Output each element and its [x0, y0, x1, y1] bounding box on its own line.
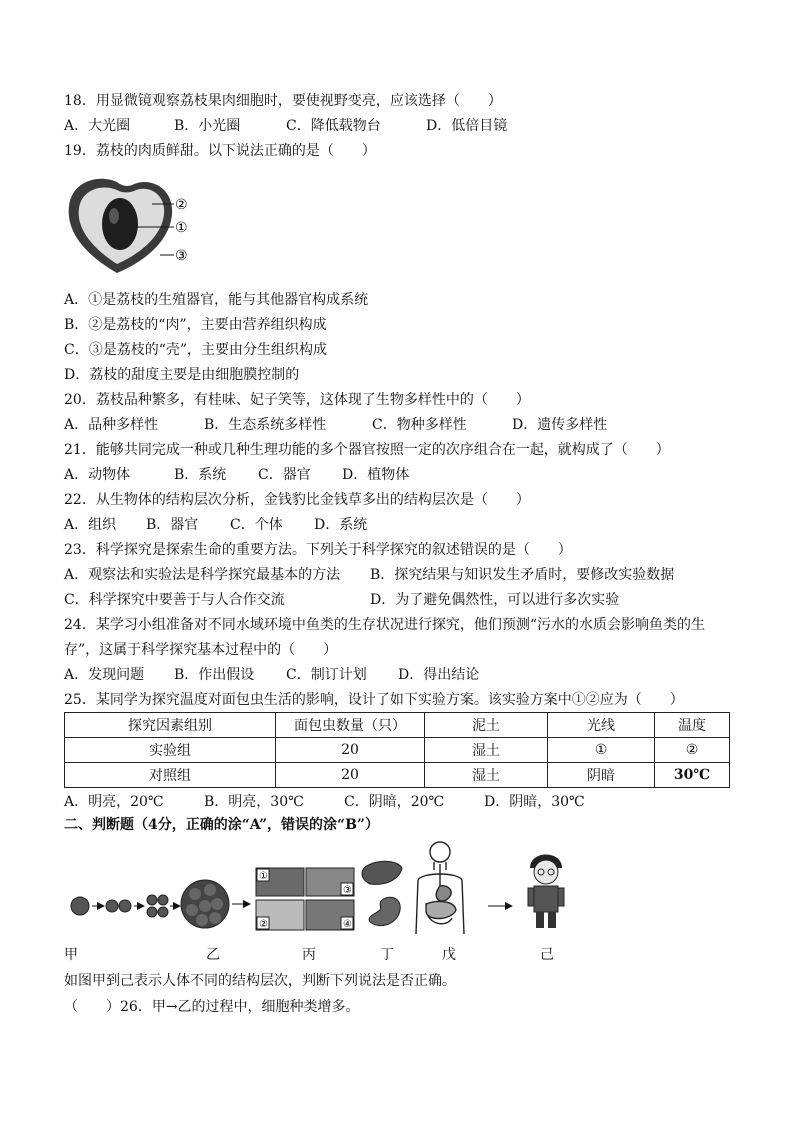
- q26-stem: （ ）26．甲→乙的过程中，细胞种类增多。: [64, 999, 360, 1015]
- table-header-cell: 温度: [655, 713, 730, 738]
- q19-option-a: A．①是荔枝的生殖器官，能与其他器官构成系统: [64, 292, 369, 308]
- table-header-row: [65, 713, 730, 738]
- label-ji: 己: [540, 947, 554, 963]
- table-cell: 30℃: [655, 763, 730, 788]
- table-cell: 湿土: [425, 763, 548, 788]
- q22-option-c: C．个体: [230, 517, 283, 533]
- q18-option-d: D．低倍目镜: [426, 118, 508, 134]
- q18-stem: 18．用显微镜观察荔枝果肉细胞时，要使视野变亮，应该选择（ ）: [64, 93, 502, 109]
- panel-mark-4: ④: [343, 919, 352, 930]
- q22-stem: 22．从生物体的结构层次分析，金钱豹比金钱草多出的结构层次是（ ）: [64, 492, 530, 508]
- digestive-system-icon: [416, 842, 464, 934]
- q20-option-a: A．品种多样性: [64, 417, 159, 433]
- lychee-label-2: ②: [175, 197, 188, 213]
- q25-option-d: D．阴暗，30℃: [484, 794, 585, 810]
- q21-option-d: D．植物体: [342, 467, 410, 483]
- q24-option-b: B．作出假设: [174, 667, 255, 683]
- q25-option-c: C．阴暗，20℃: [344, 794, 445, 810]
- table-header-cell: 面包虫数量（只）: [276, 713, 425, 738]
- section2-title: 二、判断题（4分，正确的涂“A”，错误的涂“B”）: [64, 817, 379, 833]
- q23-option-d: D．为了避免偶然性，可以进行多次实验: [370, 592, 620, 608]
- q25-option-b: B．明亮，30℃: [204, 794, 304, 810]
- panel-mark-1: ①: [259, 871, 268, 882]
- q20-stem: 20．荔枝品种繁多，有桂味、妃子笑等，这体现了生物多样性中的（ ）: [64, 392, 530, 408]
- table-cell: 20: [276, 738, 425, 763]
- table-row: [65, 763, 730, 788]
- q18-option-c: C．降低载物台: [286, 118, 381, 134]
- q19-stem: 19．荔枝的肉质鲜甜。以下说法正确的是（ ）: [64, 143, 376, 159]
- q24-stem-line1: 24．某学习小组准备对不同水域环境中鱼类的生存状况进行探究，他们预测“污水的水质会影响鱼类的生: [64, 617, 705, 633]
- lychee-label-1: ①: [175, 220, 188, 236]
- table-cell: 对照组: [65, 763, 276, 788]
- q23-option-c: C．科学探究中要善于与人合作交流: [64, 592, 285, 608]
- label-yi: 乙: [206, 947, 220, 963]
- q21-option-a: A．动物体: [64, 467, 131, 483]
- q19-option-b: B．②是荔枝的“肉”，主要由营养组织构成: [64, 317, 327, 333]
- table-cell: ①: [548, 738, 655, 763]
- panel-mark-2: ②: [259, 919, 268, 930]
- q24-option-a: A．发现问题: [64, 667, 145, 683]
- table-cell: 湿土: [425, 738, 548, 763]
- lychee-seed: [102, 198, 138, 250]
- q22-option-d: D．系统: [314, 517, 368, 533]
- table-header-cell: 探究因素组别: [65, 713, 276, 738]
- structure-levels-figure: [64, 838, 584, 938]
- tissue-panels-icon: [256, 868, 354, 930]
- panel-mark-3: ③: [343, 885, 352, 896]
- q20-option-c: C．物种多样性: [372, 417, 467, 433]
- q20-option-b: B．生态系统多样性: [204, 417, 327, 433]
- q19-option-c: C．③是荔枝的“壳”，主要由分生组织构成: [64, 342, 328, 358]
- q23-option-a: A．观察法和实验法是科学探究最基本的方法: [64, 567, 341, 583]
- table-row: [65, 738, 730, 763]
- lychee-figure: [62, 176, 198, 280]
- human-figure-icon: [528, 855, 564, 929]
- label-wu: 戊: [442, 947, 456, 963]
- table-header-cell: 光线: [548, 713, 655, 738]
- single-cell-icon: [71, 897, 89, 915]
- q25-option-a: A．明亮，20℃: [64, 794, 164, 810]
- label-jia: 甲: [64, 947, 78, 963]
- stomach-icon: [369, 897, 400, 925]
- section2-intro: 如图甲到己表示人体不同的结构层次，判断下列说法是否正确。: [64, 973, 456, 989]
- q18-option-b: B．小光圈: [174, 118, 241, 134]
- table-cell: ②: [655, 738, 730, 763]
- table-header-cell: 泥土: [425, 713, 548, 738]
- q24-option-c: C．制订计划: [286, 667, 367, 683]
- q19-option-d: D．荔枝的甜度主要是由细胞膜控制的: [64, 367, 300, 383]
- q24-option-d: D．得出结论: [398, 667, 480, 683]
- liver-icon: [362, 861, 402, 884]
- q23-stem: 23．科学探究是探索生命的重要方法。下列关于科学探究的叙述错误的是（ ）: [64, 542, 572, 558]
- q23-option-b: B．探究结果与知识发生矛盾时，要修改实验数据: [370, 567, 675, 583]
- q24-stem-line2: 存”，这属于科学探究基本过程中的（ ）: [64, 642, 338, 658]
- table-cell: 20: [276, 763, 425, 788]
- q25-stem: 25．某同学为探究温度对面包虫生活的影响，设计了如下实验方案。该实验方案中①②应为（ ）: [64, 692, 684, 708]
- q18-option-a: A．大光圈: [64, 118, 131, 134]
- table-cell: 实验组: [65, 738, 276, 763]
- label-bing: 丙: [302, 947, 316, 963]
- q21-option-b: B．系统: [174, 467, 227, 483]
- q21-stem: 21．能够共同完成一种或几种生理功能的多个器官按照一定的次序组合在一起，就构成了（ ）: [64, 442, 670, 458]
- label-ding: 丁: [380, 947, 394, 963]
- q22-option-b: B．器官: [146, 517, 199, 533]
- table-cell: 阴暗: [548, 763, 655, 788]
- q22-option-a: A．组织: [64, 517, 117, 533]
- q20-option-d: D．遗传多样性: [512, 417, 608, 433]
- lychee-label-3: ③: [175, 248, 188, 264]
- experiment-table: [64, 712, 730, 788]
- q21-option-c: C．器官: [258, 467, 311, 483]
